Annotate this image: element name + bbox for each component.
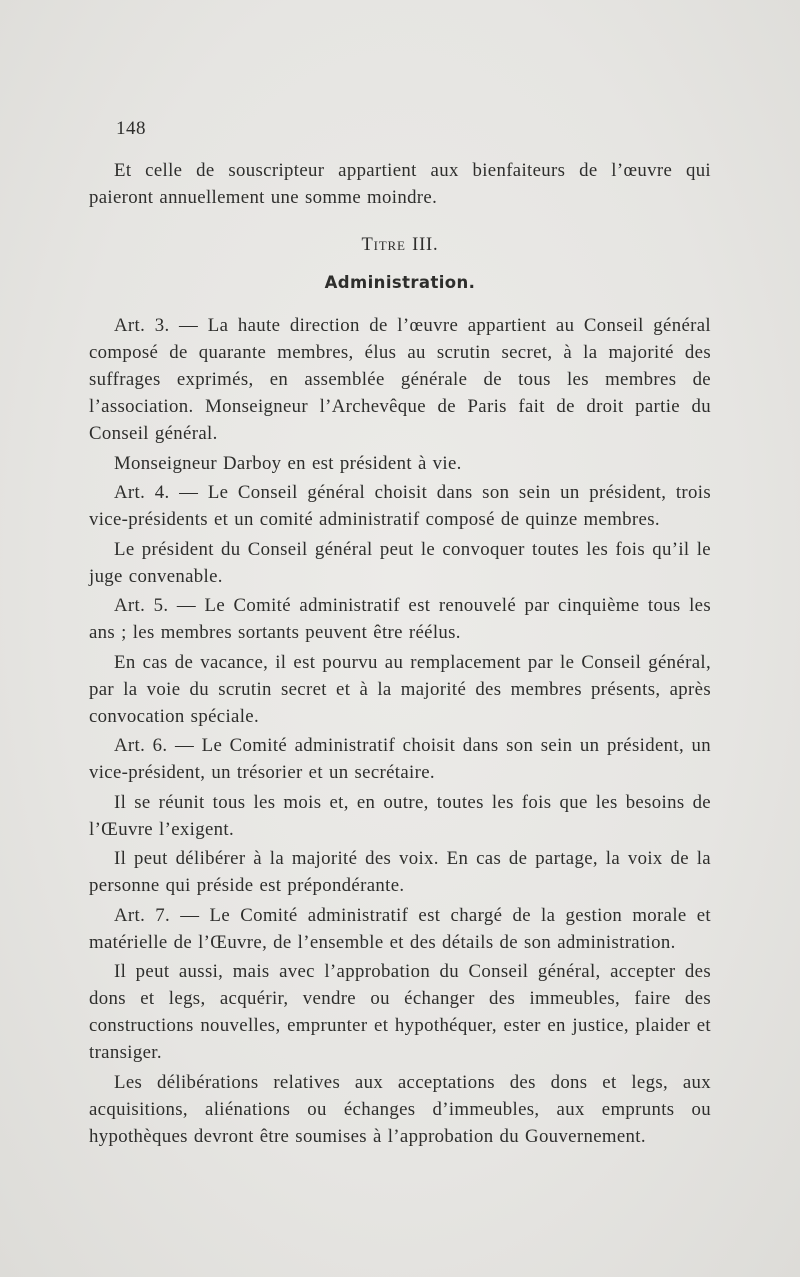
paragraph: Il se réunit tous les mois et, en outre, toutes les fois que les besoins de l’Œuvre l’exigent.: [89, 791, 711, 840]
paragraph: Il peut aussi, mais avec l’approbation du Conseil général, accepter des dons et legs, acquérir, vendre ou échanger des immeubles, faire des constructions nouvelles, emprunter et hypothéquer, ester en justice, plaider et transiger.: [89, 961, 711, 1063]
paragraph: En cas de vacance, il est pourvu au remplacement par le Conseil général, par la voie du scrutin secret et à la majorité des membres présents, après convocation spéciale.: [89, 651, 711, 727]
paragraph-art-5: Art. 5. — Le Comité administratif est renouvelé par cinquième tous les ans ; les membres sortants peuvent être réélus.: [89, 595, 711, 643]
page-number: 148: [116, 118, 146, 139]
paragraph-art-7: Art. 7. — Le Comité administratif est chargé de la gestion morale et matérielle de l’Œuvre, de l’ensemble et des détails de son administration.: [89, 904, 711, 953]
paragraph: Il peut délibérer à la majorité des voix. En cas de partage, la voix de la personne qui préside est prépondérante.: [89, 848, 711, 896]
paragraph: Les délibérations relatives aux acceptations des dons et legs, aux acquisitions, aliénations ou échanges d’immeubles, aux emprunts ou hypothèques devront être soumises à l’approbation du Gouvernement.: [89, 1071, 711, 1147]
body-text: [89, 157, 711, 1150]
section-title: Titre III.: [361, 235, 439, 255]
intro-paragraph: Et celle de souscripteur appartient aux bienfaiteurs de l’œuvre qui paieront annuellement une somme moindre.: [89, 160, 711, 208]
paragraph-art-6: Art. 6. — Le Comité administratif choisit dans son sein un président, un vice-président, un trésorier et un secrétaire.: [89, 735, 711, 783]
paragraph: Monseigneur Darboy en est président à vie.: [114, 452, 462, 474]
paragraph: Le président du Conseil général peut le convoquer toutes les fois qu’il le juge convenable.: [89, 538, 711, 587]
paragraph-art-3: Art. 3. — La haute direction de l’œuvre appartient au Conseil général composé de quarante membres, élus au scrutin secret, à la majorité des suffrages exprimés, en assemblée générale de tous les membres de l’association. Monseigneur l’Archevêque de Paris fait de droit partie du Conseil général.: [89, 315, 711, 444]
paragraph-art-4: Art. 4. — Le Conseil général choisit dans son sein un président, trois vice-présidents et un comité administratif composé de quinze membres.: [89, 482, 711, 530]
section-heading: Administration.: [324, 273, 476, 292]
